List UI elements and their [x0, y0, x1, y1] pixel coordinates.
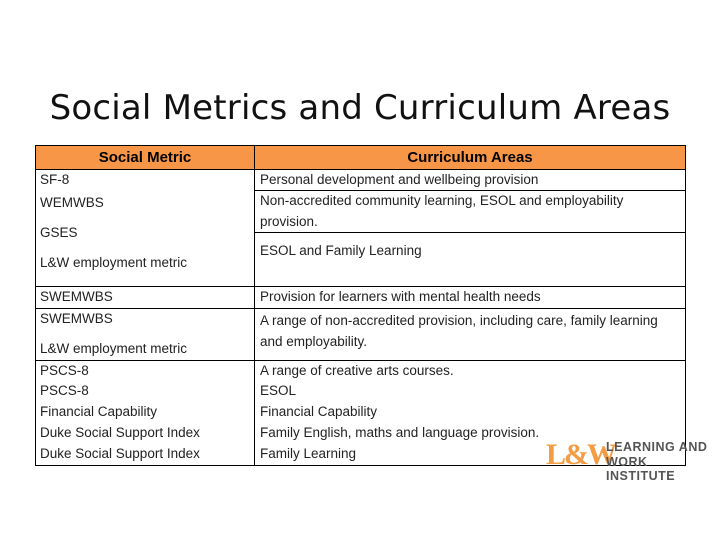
- area-line: ESOL and Family Learning: [260, 243, 422, 258]
- area-line: ESOL: [260, 383, 297, 399]
- metric-line: L&W employment metric: [40, 255, 188, 270]
- header-social-metric: Social Metric: [36, 146, 255, 170]
- page-title: Social Metrics and Curriculum Areas: [49, 88, 671, 128]
- metric-line: SWEMWBS: [40, 310, 113, 326]
- metric-cell: [36, 170, 255, 287]
- lw-institute-logo: [546, 438, 716, 483]
- metric-cell: SWEMWBS: [36, 287, 255, 309]
- metrics-table: [35, 145, 686, 466]
- area-line: Personal development and wellbeing provision: [255, 170, 685, 191]
- metric-line: SF-8: [40, 172, 70, 187]
- area-line: Financial Capability: [260, 404, 378, 420]
- logo-mark: L&W: [546, 438, 615, 471]
- metric-line: PSCS-8: [40, 362, 89, 378]
- area-cell: A range of non-accredited provision, including care, family learning and employability.: [255, 308, 686, 360]
- area-cell: Provision for learners with mental health needs: [255, 287, 686, 309]
- logo-line-2: WORK INSTITUTE: [606, 455, 676, 483]
- metric-cell: [36, 360, 255, 465]
- area-line: Family English, maths and language provision.: [260, 424, 540, 440]
- metric-cell: [36, 308, 255, 360]
- table-row: [36, 170, 686, 287]
- metric-line: GSES: [40, 225, 78, 240]
- metric-line: L&W employment metric: [40, 340, 188, 356]
- metric-line: Duke Social Support Index: [40, 424, 200, 440]
- area-line: A range of creative arts courses.: [260, 362, 454, 378]
- area-cell: [255, 170, 686, 287]
- area-line: Family Learning: [260, 445, 357, 461]
- metric-line: PSCS-8: [40, 383, 89, 399]
- logo-line-1: LEARNING AND: [606, 440, 708, 454]
- metric-line: Financial Capability: [40, 404, 158, 420]
- area-line: Non-accredited community learning, ESOL and employability provision.: [255, 191, 685, 233]
- header-curriculum-areas: Curriculum Areas: [255, 146, 686, 170]
- table-row: [36, 287, 686, 309]
- metric-line: Duke Social Support Index: [40, 445, 200, 461]
- table-row: [36, 308, 686, 360]
- metric-line: WEMWBS: [40, 195, 104, 210]
- table-header-row: [36, 146, 686, 170]
